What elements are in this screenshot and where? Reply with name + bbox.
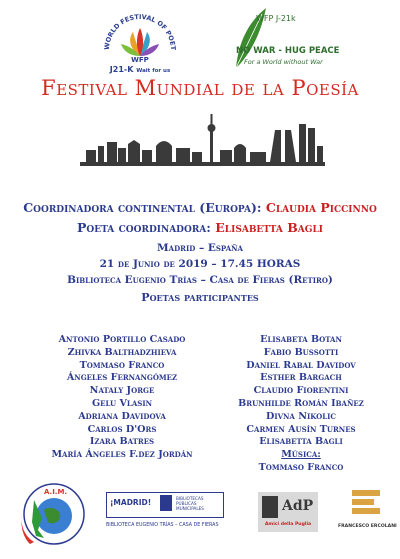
no-war-sub: For a World without War — [244, 58, 323, 66]
continental-coordinator-label: Coordinadora continental (Europa): — [23, 200, 262, 215]
adp-sub: Amici della Puglia — [264, 522, 312, 527]
poets-left-column — [42, 334, 202, 462]
adp-label: AdP — [282, 498, 314, 514]
madrid-bibliotecas-logo — [106, 492, 226, 534]
ercolani-label: FRANCESCO ERCOLANI — [338, 524, 397, 529]
poet-name: Fabio Bussotti — [263, 346, 339, 358]
poet-name: Daniel Rabal Davidov — [246, 359, 356, 371]
bibliotecas-label: BIBLIOTECAS PÚBLICAS MUNICIPALES — [176, 496, 204, 511]
music-label: Música: — [281, 449, 321, 461]
puglia-region-icon — [262, 496, 278, 518]
ercolani-mark-mid — [352, 499, 374, 505]
poet-name: Adriana Davidova — [78, 410, 166, 422]
music-name: Tommaso Franco — [258, 461, 344, 473]
wfp-code-line — [95, 65, 185, 74]
ercolani-logo — [338, 490, 396, 540]
event-place: Madrid – España — [157, 242, 243, 254]
continental-coordinator-name: Claudia Piccinno — [265, 200, 377, 215]
poets-right-column — [226, 334, 376, 475]
poet-coordinator-name: Elisabetta Bagli — [215, 220, 323, 235]
participants-heading: Poetas participantes — [141, 291, 259, 304]
ercolani-mark-top — [352, 490, 380, 496]
wfp-code: J21-K — [109, 65, 134, 74]
wfp-abbrev: WFP — [131, 56, 149, 64]
poet-name: Zhivka Balthadzhieva — [67, 346, 177, 358]
book-icon — [160, 495, 172, 511]
poet-coordinator-line — [0, 220, 400, 235]
no-war-small: WFP J-21k — [256, 14, 296, 23]
poet-name: Carlos D'Ors — [87, 423, 157, 435]
poet-coordinator-label: Poeta coordinadora: — [77, 220, 211, 235]
poet-name: Izara Batres — [89, 436, 155, 448]
poet-name: Brunhilde Román Ibañez — [238, 397, 364, 409]
event-datetime: 21 de Junio de 2019 – 17.45 HORAS — [99, 258, 301, 270]
poet-name: Divna Nikolic — [266, 410, 336, 422]
ercolani-mark-bottom — [352, 508, 380, 514]
event-venue: Biblioteca Eugenio Trías – Casa de Fieras (Retiro) — [67, 274, 333, 286]
aim-label: A.I.M. — [44, 488, 68, 496]
poet-name: Elisabetta Bagli — [259, 436, 343, 448]
biblioteca-line: BIBLIOTECA EUGENIO TRÍAS – CASA DE FIERAS — [106, 523, 219, 528]
poet-name: Elisabeta Botan — [260, 334, 342, 345]
poet-name: Tommaso Franco — [79, 359, 165, 371]
continental-coordinator-line — [0, 200, 400, 215]
aim-logo — [14, 478, 92, 550]
poet-name: Claudio Fiorentini — [253, 385, 349, 397]
page-title: Festival Mundial de la Poesía — [41, 76, 359, 100]
poet-name: Antonio Portillo Casado — [58, 334, 186, 345]
wfp-logo — [95, 6, 185, 82]
poet-name: Carmen Ausín Turnes — [246, 423, 356, 435]
no-war-big: NO WAR - HUG PEACE — [236, 46, 340, 56]
wfp-ring-text: WORLD FESTIVAL OF POET — [102, 12, 178, 51]
poet-name: María Ángeles F.dez Jordán — [51, 449, 193, 461]
poet-name: Nataly Jorge — [89, 385, 155, 397]
adp-logo — [258, 492, 318, 532]
poet-name: Gelu Vlasin — [91, 397, 153, 409]
madrid-label: ¡MADRID! — [110, 498, 152, 507]
madrid-skyline-icon — [80, 112, 325, 172]
wfp-tagline: Wait for us — [136, 68, 171, 74]
poet-name: Ángeles Fernangómez — [66, 372, 178, 384]
poet-name: Esther Bargach — [260, 372, 342, 384]
no-war-logo — [218, 6, 338, 76]
